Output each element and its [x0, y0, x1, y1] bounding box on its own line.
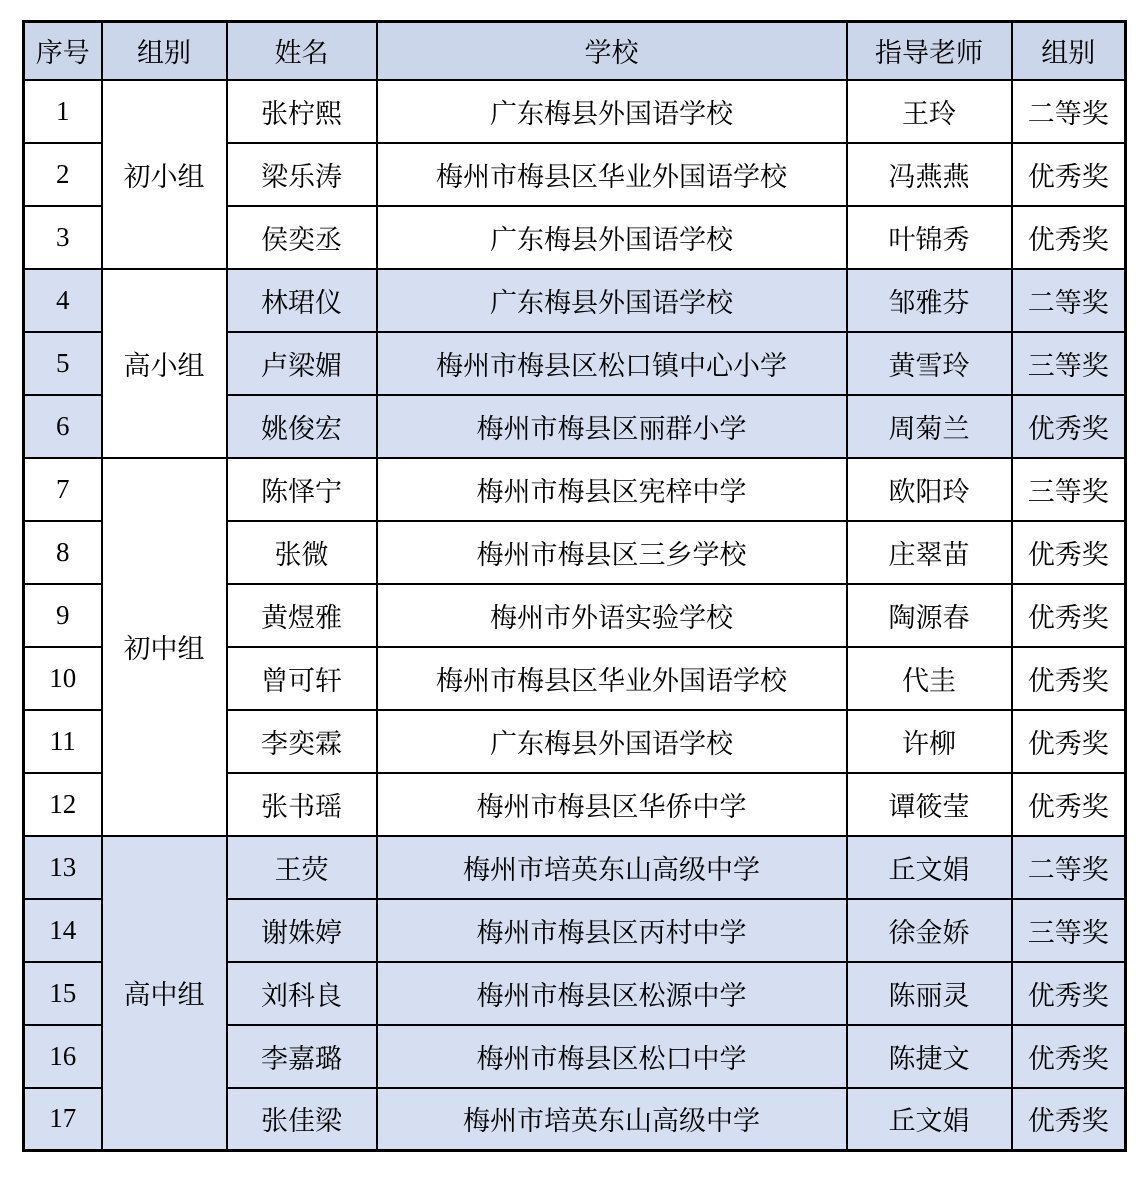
- awards-table: [22, 20, 1127, 1152]
- award-cell: 二等奖: [1012, 269, 1126, 332]
- name-cell: 张柠熙: [227, 80, 377, 143]
- awards-table-body: [24, 80, 1126, 1151]
- school-cell: 梅州市梅县区松口镇中心小学: [377, 332, 847, 395]
- award-cell: 二等奖: [1012, 80, 1126, 143]
- award-cell: 优秀奖: [1012, 1088, 1126, 1151]
- header-group: 组别: [102, 22, 227, 80]
- row-number-cell: 16: [24, 1025, 102, 1088]
- table-row: [24, 458, 1126, 521]
- row-number-cell: 4: [24, 269, 102, 332]
- header-school: 学校: [377, 22, 847, 80]
- name-cell: 曾可轩: [227, 647, 377, 710]
- award-cell: 优秀奖: [1012, 1025, 1126, 1088]
- award-cell: 三等奖: [1012, 332, 1126, 395]
- row-number-cell: 3: [24, 206, 102, 269]
- teacher-cell: 丘文娟: [847, 1088, 1012, 1151]
- teacher-cell: 徐金娇: [847, 899, 1012, 962]
- table-row: [24, 269, 1126, 332]
- row-number-cell: 13: [24, 836, 102, 899]
- name-cell: 张佳梁: [227, 1088, 377, 1151]
- school-cell: 广东梅县外国语学校: [377, 269, 847, 332]
- teacher-cell: 丘文娟: [847, 836, 1012, 899]
- row-number-cell: 14: [24, 899, 102, 962]
- teacher-cell: 代圭: [847, 647, 1012, 710]
- header-name: 姓名: [227, 22, 377, 80]
- name-cell: 侯奕丞: [227, 206, 377, 269]
- row-number-cell: 6: [24, 395, 102, 458]
- name-cell: 李嘉璐: [227, 1025, 377, 1088]
- teacher-cell: 庄翠苗: [847, 521, 1012, 584]
- school-cell: 广东梅县外国语学校: [377, 80, 847, 143]
- school-cell: 梅州市梅县区丽群小学: [377, 395, 847, 458]
- row-number-cell: 1: [24, 80, 102, 143]
- award-cell: 三等奖: [1012, 458, 1126, 521]
- name-cell: 陈怿宁: [227, 458, 377, 521]
- table-row: [24, 80, 1126, 143]
- name-cell: 王荧: [227, 836, 377, 899]
- award-cell: 优秀奖: [1012, 143, 1126, 206]
- group-cell: 高小组: [102, 269, 227, 458]
- teacher-cell: 冯燕燕: [847, 143, 1012, 206]
- name-cell: 黄煜雅: [227, 584, 377, 647]
- table-row: [24, 836, 1126, 899]
- name-cell: 张书瑶: [227, 773, 377, 836]
- group-cell: 初中组: [102, 458, 227, 836]
- row-number-cell: 17: [24, 1088, 102, 1151]
- award-cell: 优秀奖: [1012, 710, 1126, 773]
- row-number-cell: 10: [24, 647, 102, 710]
- header-teacher: 指导老师: [847, 22, 1012, 80]
- name-cell: 姚俊宏: [227, 395, 377, 458]
- teacher-cell: 叶锦秀: [847, 206, 1012, 269]
- school-cell: 梅州市梅县区三乡学校: [377, 521, 847, 584]
- name-cell: 刘科良: [227, 962, 377, 1025]
- school-cell: 梅州市梅县区松口中学: [377, 1025, 847, 1088]
- row-number-cell: 8: [24, 521, 102, 584]
- award-cell: 优秀奖: [1012, 584, 1126, 647]
- school-cell: 梅州市梅县区松源中学: [377, 962, 847, 1025]
- name-cell: 谢姝婷: [227, 899, 377, 962]
- school-cell: 梅州市外语实验学校: [377, 584, 847, 647]
- teacher-cell: 许柳: [847, 710, 1012, 773]
- school-cell: 梅州市梅县区丙村中学: [377, 899, 847, 962]
- header-row: [24, 22, 1126, 80]
- school-cell: 梅州市梅县区宪梓中学: [377, 458, 847, 521]
- group-cell: 高中组: [102, 836, 227, 1151]
- teacher-cell: 陈捷文: [847, 1025, 1012, 1088]
- group-cell: 初小组: [102, 80, 227, 269]
- row-number-cell: 5: [24, 332, 102, 395]
- header-serial-number: 序号: [24, 22, 102, 80]
- award-cell: 优秀奖: [1012, 395, 1126, 458]
- name-cell: 李奕霖: [227, 710, 377, 773]
- teacher-cell: 王玲: [847, 80, 1012, 143]
- teacher-cell: 陈丽灵: [847, 962, 1012, 1025]
- name-cell: 卢梁媚: [227, 332, 377, 395]
- name-cell: 梁乐涛: [227, 143, 377, 206]
- school-cell: 梅州市梅县区华业外国语学校: [377, 647, 847, 710]
- award-cell: 优秀奖: [1012, 521, 1126, 584]
- row-number-cell: 11: [24, 710, 102, 773]
- school-cell: 梅州市梅县区华业外国语学校: [377, 143, 847, 206]
- row-number-cell: 12: [24, 773, 102, 836]
- name-cell: 张微: [227, 521, 377, 584]
- award-cell: 二等奖: [1012, 836, 1126, 899]
- award-cell: 三等奖: [1012, 899, 1126, 962]
- school-cell: 梅州市培英东山高级中学: [377, 1088, 847, 1151]
- school-cell: 广东梅县外国语学校: [377, 206, 847, 269]
- teacher-cell: 周菊兰: [847, 395, 1012, 458]
- row-number-cell: 9: [24, 584, 102, 647]
- teacher-cell: 欧阳玲: [847, 458, 1012, 521]
- award-cell: 优秀奖: [1012, 647, 1126, 710]
- row-number-cell: 7: [24, 458, 102, 521]
- school-cell: 广东梅县外国语学校: [377, 710, 847, 773]
- teacher-cell: 黄雪玲: [847, 332, 1012, 395]
- award-cell: 优秀奖: [1012, 206, 1126, 269]
- row-number-cell: 15: [24, 962, 102, 1025]
- school-cell: 梅州市梅县区华侨中学: [377, 773, 847, 836]
- name-cell: 林珺仪: [227, 269, 377, 332]
- award-cell: 优秀奖: [1012, 773, 1126, 836]
- row-number-cell: 2: [24, 143, 102, 206]
- school-cell: 梅州市培英东山高级中学: [377, 836, 847, 899]
- award-cell: 优秀奖: [1012, 962, 1126, 1025]
- header-award: 组别: [1012, 22, 1126, 80]
- teacher-cell: 陶源春: [847, 584, 1012, 647]
- teacher-cell: 谭筱莹: [847, 773, 1012, 836]
- teacher-cell: 邹雅芬: [847, 269, 1012, 332]
